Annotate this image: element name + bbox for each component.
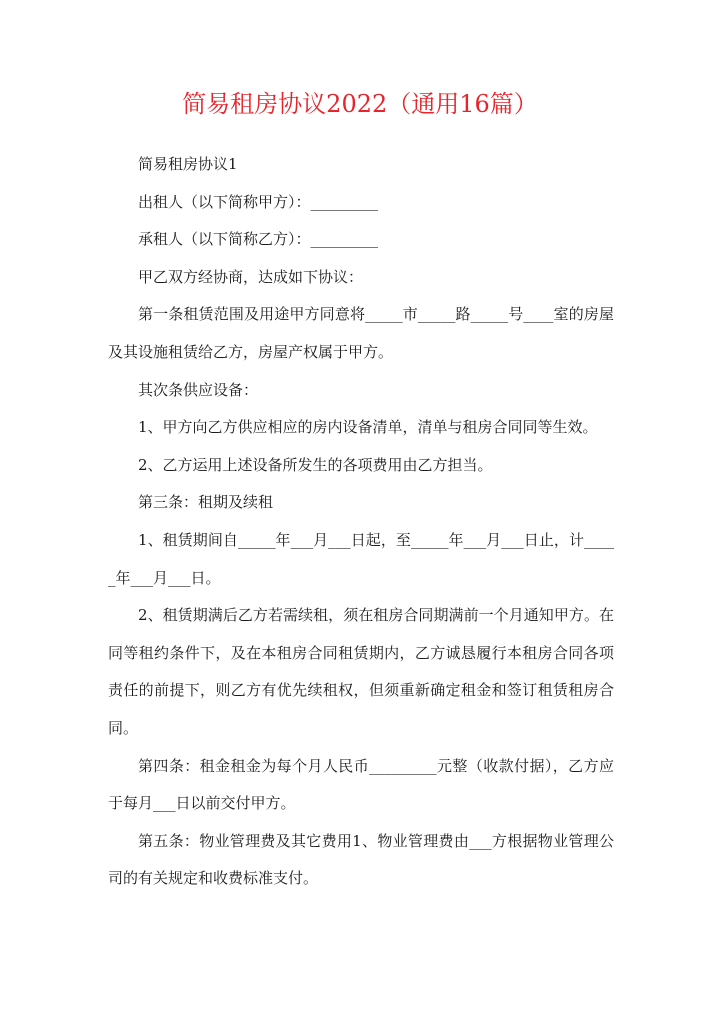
paragraph-article-4: 第四条：租金租金为每个月人民币_________元整（收款付据），乙方应于每月___日以前交付甲方。 <box>108 756 614 813</box>
paragraph-lessor: 出租人（以下简称甲方）：_________ <box>138 192 379 211</box>
paragraph-article-2-heading: 其次条供应设备： <box>138 380 259 399</box>
paragraph-agreement-heading: 简易租房协议1 <box>138 155 238 173</box>
paragraph-article-2-item-2: 2、乙方运用上述设备所发生的各项费用由乙方担当。 <box>138 455 493 474</box>
paragraph-lessee: 承租人（以下简称乙方）：_________ <box>138 230 379 249</box>
paragraph-article-3-item-2: 2、租赁期满后乙方若需续租，须在租房合同期满前一个月通知甲方。在同等租约条件下，及在本租房合同租赁期内，乙方诚恳履行本租房合同各项责任的前提下，则乙方有优先续租权，但须重新确定租金和签订租赁租房合同。 <box>108 606 614 737</box>
paragraph-article-2-item-1: 1、甲方向乙方供应相应的房内设备清单，清单与租房合同同等生效。 <box>138 418 598 437</box>
paragraph-article-3-item-1: 1、租赁期间自_____年___月___日起，至_____年___月___日止，计_____年___月___日。 <box>108 530 614 587</box>
document-title: 简易租房协议2022（通用16篇） <box>182 90 538 118</box>
paragraph-preamble: 甲乙双方经协商，达成如下协议： <box>138 267 364 286</box>
paragraph-article-3-heading: 第三条：租期及续租 <box>138 493 274 512</box>
document-body <box>108 146 614 898</box>
paragraph-article-5: 第五条：物业管理费及其它费用1、物业管理费由___方根据物业管理公司的有关规定和收费标准支付。 <box>108 831 614 888</box>
paragraph-article-1: 第一条租赁范围及用途甲方同意将_____市_____路_____号____室的房屋及其设施租赁给乙方，房屋产权属于甲方。 <box>108 305 614 361</box>
